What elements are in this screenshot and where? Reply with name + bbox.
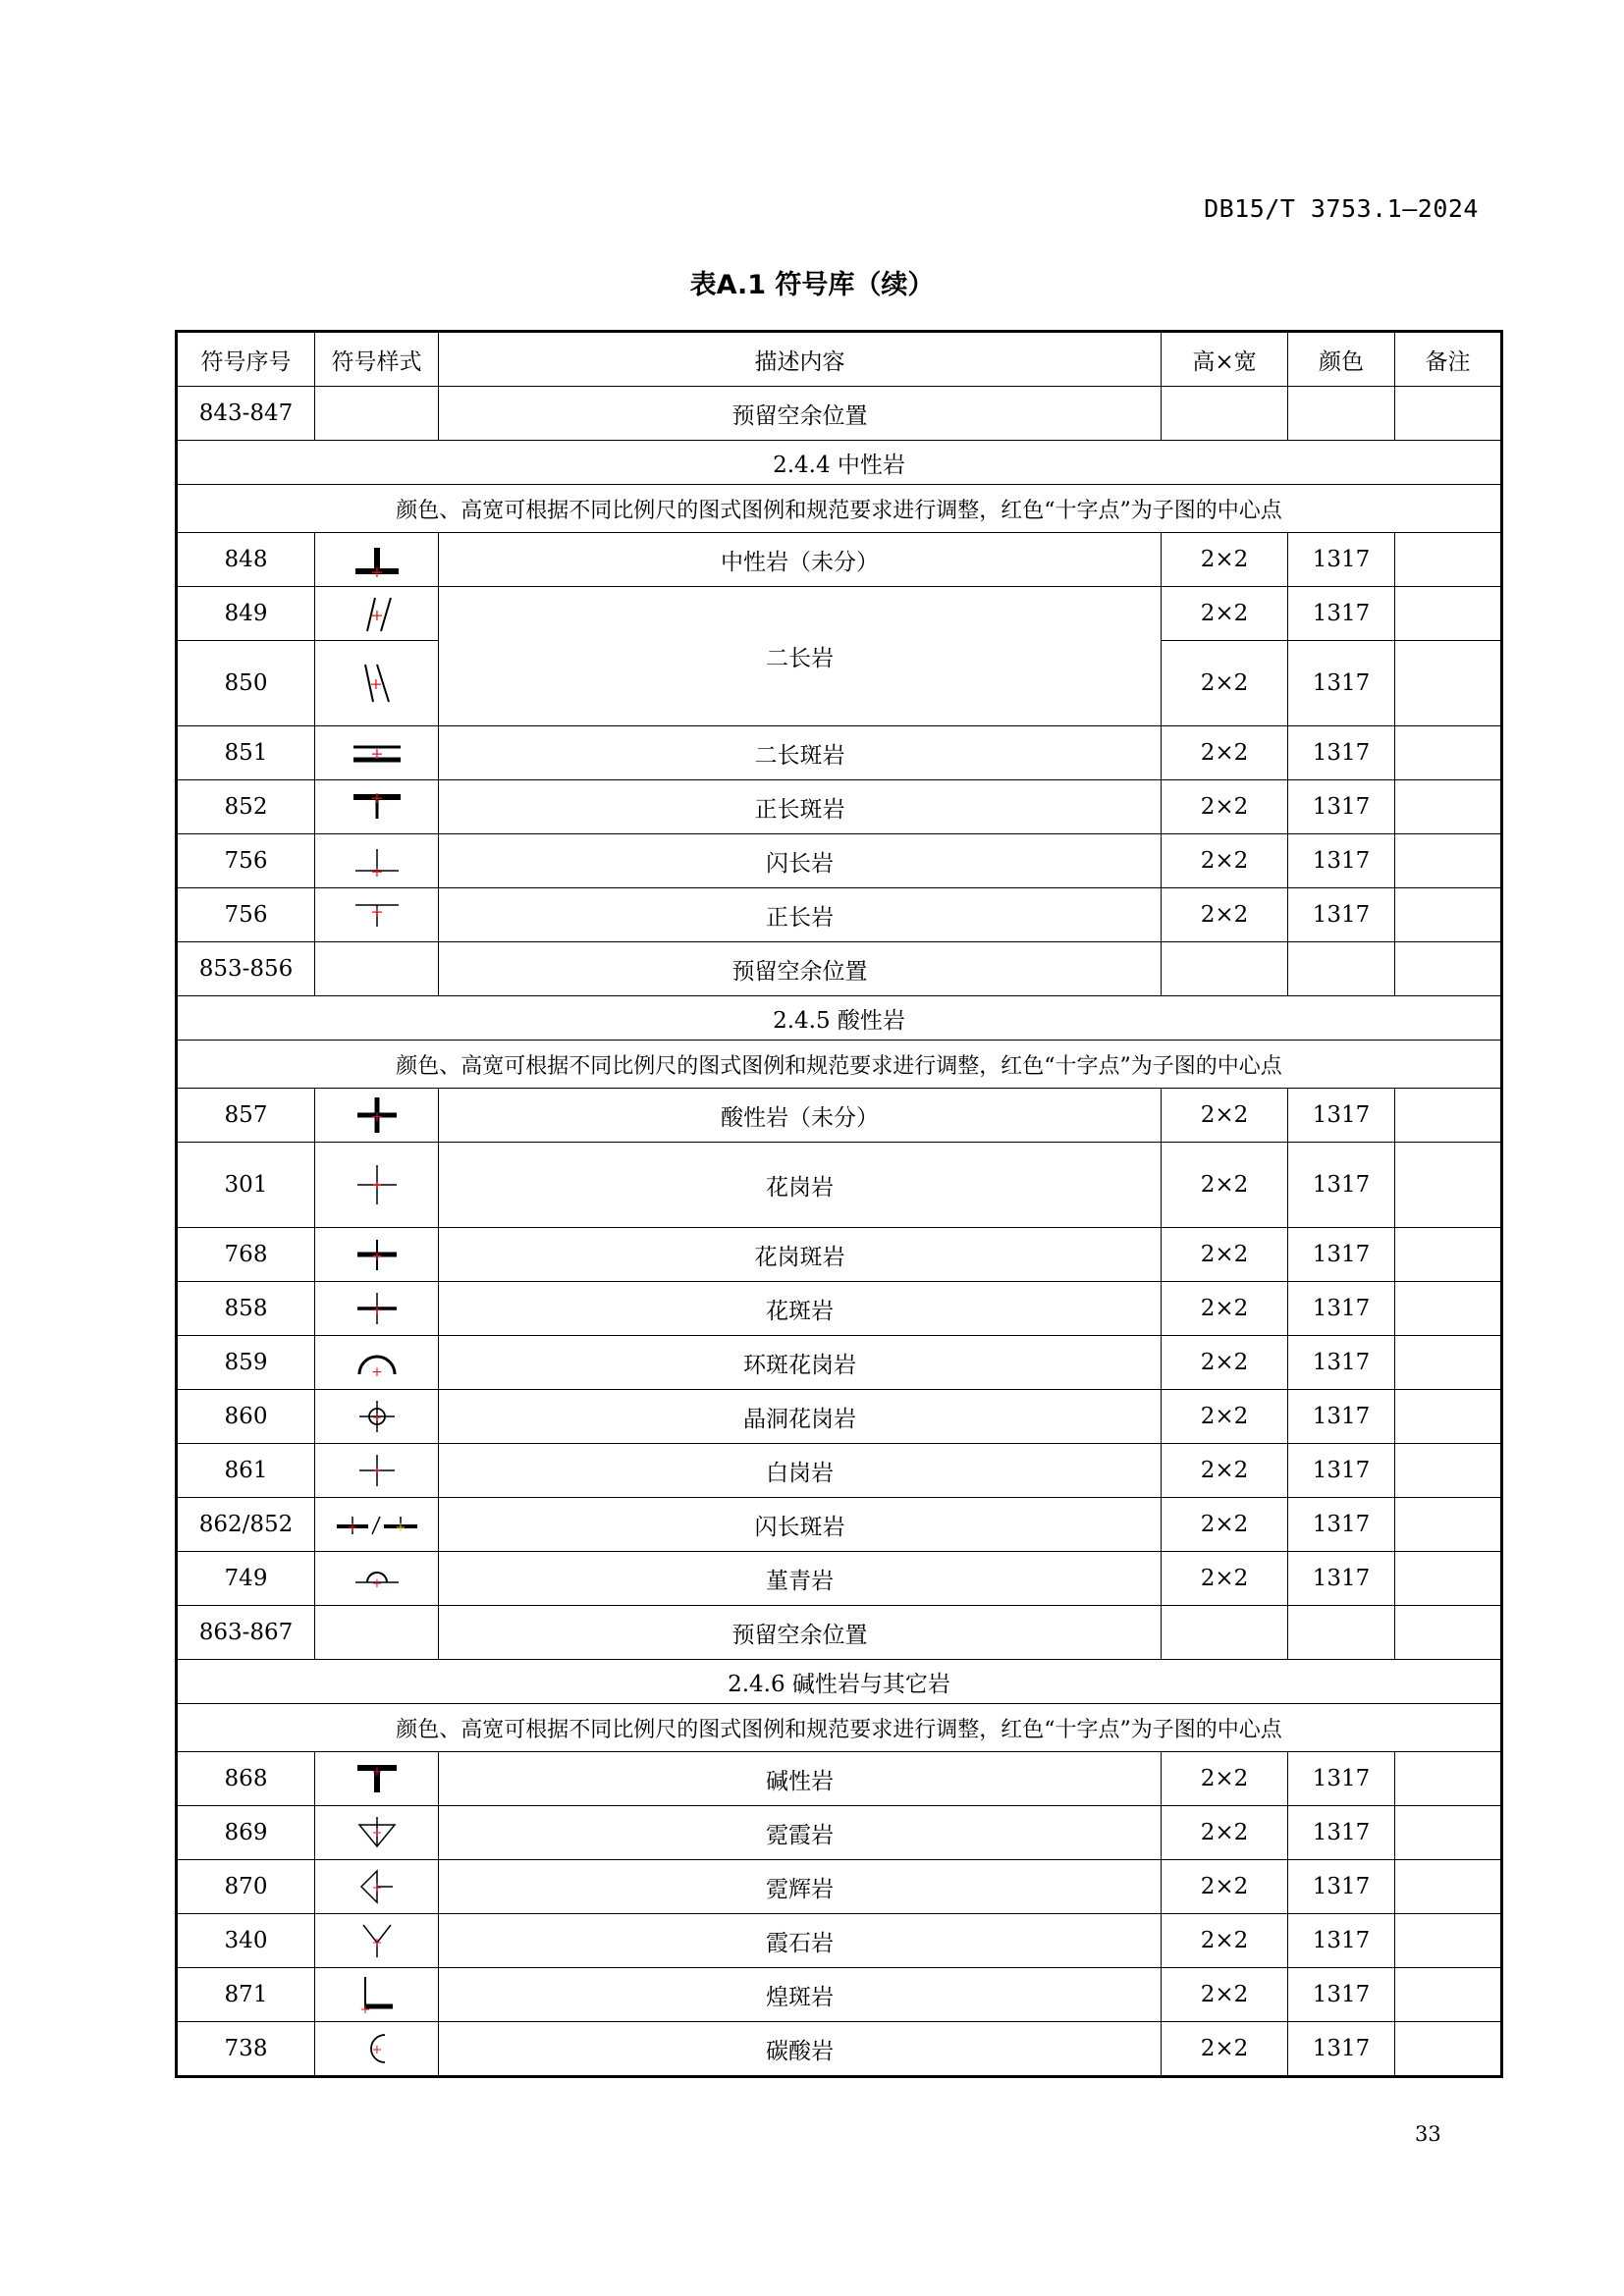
cross-thick-bar-icon: [348, 1235, 406, 1274]
circle-crosshair-icon: [348, 1397, 406, 1436]
table-row: [177, 533, 1502, 587]
symbol-number: 301: [177, 1143, 315, 1228]
symbol-style-cell: [315, 1860, 439, 1914]
description: 闪长岩: [439, 834, 1162, 888]
symbol-style-cell: [315, 1228, 439, 1282]
description: 碳酸岩: [439, 2022, 1162, 2077]
symbol-number: 860: [177, 1390, 315, 1444]
header-cell: 描述内容: [439, 332, 1162, 387]
svg-text:+: +: [368, 674, 383, 693]
svg-text:+: +: [369, 862, 384, 881]
color-code: 1317: [1288, 1806, 1395, 1860]
size: 2×2: [1162, 1444, 1288, 1498]
symbol-style-cell: [315, 1606, 439, 1660]
table-row: [177, 387, 1502, 441]
svg-text:+: +: [370, 1109, 383, 1125]
size: 2×2: [1162, 1968, 1288, 2022]
table-row: [177, 1860, 1502, 1914]
description: 白岗岩: [439, 1444, 1162, 1498]
svg-text:+: +: [395, 1521, 406, 1535]
table-header-row: [177, 332, 1502, 387]
size: 2×2: [1162, 1552, 1288, 1606]
size: 2×2: [1162, 834, 1288, 888]
symbol-style-cell: [315, 1089, 439, 1143]
header-cell: 符号样式: [315, 332, 439, 387]
svg-text:+: +: [347, 1521, 357, 1535]
symbol-number: 853-856: [177, 942, 315, 996]
header-cell: 符号序号: [177, 332, 315, 387]
table-row: [177, 1143, 1502, 1228]
document-code: DB15/T 3753.1—2024: [1204, 194, 1479, 223]
symbol-number: 848: [177, 533, 315, 587]
color-code: 1317: [1288, 1444, 1395, 1498]
size: 2×2: [1162, 1143, 1288, 1228]
size: 2×2: [1162, 2022, 1288, 2077]
size: 2×2: [1162, 1806, 1288, 1860]
color-code: 1317: [1288, 726, 1395, 780]
table-row: [177, 942, 1502, 996]
size: 2×2: [1162, 1498, 1288, 1552]
symbol-number: 851: [177, 726, 315, 780]
dual-symbol-icon: [333, 1505, 421, 1544]
semicircle-arc-icon: [348, 1343, 406, 1382]
symbol-style-cell: [315, 1498, 439, 1552]
header-cell: 高×宽: [1162, 332, 1288, 387]
symbol-style-cell: [315, 587, 439, 641]
description: 霞石岩: [439, 1914, 1162, 1968]
thick-cross-icon: [348, 1094, 406, 1137]
table-row: [177, 1282, 1502, 1336]
inverted-t-thin-icon: [348, 841, 406, 881]
color-code: 1317: [1288, 587, 1395, 641]
size: 2×2: [1162, 533, 1288, 587]
double-backslash-icon: [348, 659, 406, 708]
symbol-style-cell: [315, 387, 439, 441]
description: 煌斑岩: [439, 1968, 1162, 2022]
symbol-table: [175, 330, 1503, 2078]
description: 晶洞花岗岩: [439, 1390, 1162, 1444]
table-row: [177, 587, 1502, 641]
symbol-number: 756: [177, 834, 315, 888]
symbol-number: 749: [177, 1552, 315, 1606]
symbol-style-cell: [315, 1143, 439, 1228]
svg-text:+: +: [371, 1765, 382, 1780]
symbol-number: 862/852: [177, 1498, 315, 1552]
section-note: 颜色、高宽可根据不同比例尺的图式图例和规范要求进行调整，红色“十字点”为子图的中心点: [177, 1041, 1502, 1089]
table-row: [177, 1336, 1502, 1390]
triangle-cross-icon: [348, 1813, 406, 1852]
size: 2×2: [1162, 1752, 1288, 1806]
symbol-style-cell: [315, 1752, 439, 1806]
section-title: 2.4.5 酸性岩: [177, 996, 1502, 1041]
symbol-number: 843-847: [177, 387, 315, 441]
section-heading-row: [177, 1660, 1502, 1704]
color-code: 1317: [1288, 1089, 1395, 1143]
color-code: 1317: [1288, 1282, 1395, 1336]
symbol-style-cell: [315, 1552, 439, 1606]
description: 二长岩: [439, 587, 1162, 726]
symbol-style-cell: [315, 1444, 439, 1498]
symbol-style-cell: [315, 641, 439, 726]
double-bar-icon: [348, 733, 406, 773]
symbol-number: 857: [177, 1089, 315, 1143]
section-heading-row: [177, 996, 1502, 1041]
thin-cross-icon: [348, 1160, 406, 1209]
symbol-number: 870: [177, 1860, 315, 1914]
svg-text:+: +: [370, 1303, 383, 1318]
color-code: 1317: [1288, 2022, 1395, 2077]
inverted-t-thick-icon: [348, 540, 406, 579]
table-row: [177, 834, 1502, 888]
symbol-style-cell: [315, 1336, 439, 1390]
svg-text:+: +: [369, 606, 384, 624]
table-row: [177, 780, 1502, 834]
color-code: 1317: [1288, 1968, 1395, 2022]
symbol-number: 852: [177, 780, 315, 834]
symbol-number: 868: [177, 1752, 315, 1806]
size: 2×2: [1162, 1390, 1288, 1444]
description: 中性岩（未分）: [439, 533, 1162, 587]
cross-medium-icon: [348, 1289, 406, 1328]
table-row: [177, 1752, 1502, 1806]
symbol-number: 859: [177, 1336, 315, 1390]
svg-text:+: +: [371, 1826, 382, 1841]
color-code: 1317: [1288, 1228, 1395, 1282]
description: 花斑岩: [439, 1282, 1162, 1336]
symbol-number: 863-867: [177, 1606, 315, 1660]
symbol-style-cell: [315, 888, 439, 942]
description: 预留空余位置: [439, 942, 1162, 996]
svg-text:+: +: [371, 1576, 382, 1591]
color-code: 1317: [1288, 834, 1395, 888]
symbol-style-cell: [315, 1390, 439, 1444]
size: 2×2: [1162, 1228, 1288, 1282]
header-cell: 备注: [1395, 332, 1502, 387]
color-code: 1317: [1288, 1752, 1395, 1806]
table-title: 表A.1 符号库（续）: [689, 270, 935, 300]
half-triangle-icon: [348, 1867, 406, 1906]
table-row: [177, 1914, 1502, 1968]
description: 碱性岩: [439, 1752, 1162, 1806]
table-row: [177, 1444, 1502, 1498]
color-code: 1317: [1288, 1143, 1395, 1228]
size: 2×2: [1162, 726, 1288, 780]
table-row: [177, 2022, 1502, 2077]
symbol-style-cell: [315, 1914, 439, 1968]
description: 环斑花岗岩: [439, 1336, 1162, 1390]
description: 花岗斑岩: [439, 1228, 1162, 1282]
table-row: [177, 1552, 1502, 1606]
t-thin-icon: [348, 895, 406, 934]
table-row: [177, 1968, 1502, 2022]
svg-text:+: +: [369, 562, 384, 579]
table-row: [177, 1089, 1502, 1143]
y-shape-icon: [348, 1921, 406, 1960]
description: 二长斑岩: [439, 726, 1162, 780]
svg-text:+: +: [371, 2043, 382, 2057]
symbol-number: 738: [177, 2022, 315, 2077]
table-row: [177, 1606, 1502, 1660]
symbol-number: 768: [177, 1228, 315, 1282]
t-bold-icon: [348, 1759, 406, 1798]
section-note-row: [177, 485, 1502, 533]
description: 堇青岩: [439, 1552, 1162, 1606]
symbol-number: 871: [177, 1968, 315, 2022]
description: 预留空余位置: [439, 387, 1162, 441]
svg-text:+: +: [371, 1411, 382, 1425]
symbol-style-cell: [315, 533, 439, 587]
color-code: 1317: [1288, 1498, 1395, 1552]
table-row: [177, 726, 1502, 780]
size: 2×2: [1162, 1860, 1288, 1914]
t-thick-icon: [348, 787, 406, 827]
svg-text:+: +: [359, 2002, 370, 2016]
table-row: [177, 888, 1502, 942]
description: 正长斑岩: [439, 780, 1162, 834]
symbol-style-cell: [315, 780, 439, 834]
color-code: 1317: [1288, 1860, 1395, 1914]
symbol-style-cell: [315, 834, 439, 888]
symbol-style-cell: [315, 1968, 439, 2022]
table-row: [177, 1228, 1502, 1282]
symbol-style-cell: [315, 2022, 439, 2077]
section-note-row: [177, 1041, 1502, 1089]
svg-text:+: +: [370, 1364, 383, 1380]
color-code: 1317: [1288, 1390, 1395, 1444]
description: 霓辉岩: [439, 1860, 1162, 1914]
table-row: [177, 1806, 1502, 1860]
description: 花岗岩: [439, 1143, 1162, 1228]
svg-text:+: +: [371, 1936, 382, 1950]
section-title: 2.4.6 碱性岩与其它岩: [177, 1660, 1502, 1704]
arc-on-line-icon: [348, 1559, 406, 1598]
size: 2×2: [1162, 1336, 1288, 1390]
header-cell: 颜色: [1288, 332, 1395, 387]
section-note: 颜色、高宽可根据不同比例尺的图式图例和规范要求进行调整，红色“十字点”为子图的中心点: [177, 485, 1502, 533]
double-slash-icon: [348, 592, 406, 635]
svg-text:+: +: [369, 744, 384, 763]
symbol-number: 849: [177, 587, 315, 641]
symbol-number: 861: [177, 1444, 315, 1498]
symbol-number: 756: [177, 888, 315, 942]
description: 闪长斑岩: [439, 1498, 1162, 1552]
thin-cross-small-icon: [348, 1451, 406, 1490]
svg-text:+: +: [370, 1249, 383, 1264]
symbol-number: 869: [177, 1806, 315, 1860]
l-shape-icon: [348, 1973, 406, 2016]
size: 2×2: [1162, 780, 1288, 834]
color-code: 1317: [1288, 1336, 1395, 1390]
color-code: 1317: [1288, 1552, 1395, 1606]
description: 预留空余位置: [439, 1606, 1162, 1660]
table-row: [177, 1498, 1502, 1552]
description: 正长岩: [439, 888, 1162, 942]
svg-text:+: +: [369, 788, 384, 807]
size: 2×2: [1162, 1089, 1288, 1143]
c-arc-icon: [348, 2027, 406, 2070]
color-code: 1317: [1288, 888, 1395, 942]
description: 酸性岩（未分）: [439, 1089, 1162, 1143]
table-row: [177, 1390, 1502, 1444]
svg-text:+: +: [369, 902, 384, 921]
symbol-number: 340: [177, 1914, 315, 1968]
color-code: 1317: [1288, 533, 1395, 587]
symbol-style-cell: [315, 942, 439, 996]
size: 2×2: [1162, 1914, 1288, 1968]
size: 2×2: [1162, 1282, 1288, 1336]
color-code: 1317: [1288, 1914, 1395, 1968]
svg-text:+: +: [371, 1881, 382, 1896]
size: 2×2: [1162, 587, 1288, 641]
section-note-row: [177, 1704, 1502, 1752]
color-code: 1317: [1288, 641, 1395, 726]
symbol-style-cell: [315, 726, 439, 780]
symbol-style-cell: [315, 1806, 439, 1860]
section-heading-row: [177, 441, 1502, 485]
symbol-number: 858: [177, 1282, 315, 1336]
section-note: 颜色、高宽可根据不同比例尺的图式图例和规范要求进行调整，红色“十字点”为子图的中心点: [177, 1704, 1502, 1752]
size: 2×2: [1162, 641, 1288, 726]
section-title: 2.4.4 中性岩: [177, 441, 1502, 485]
symbol-number: 850: [177, 641, 315, 726]
size: 2×2: [1162, 888, 1288, 942]
symbol-style-cell: [315, 1282, 439, 1336]
color-code: 1317: [1288, 780, 1395, 834]
page-number: 33: [1415, 2122, 1441, 2146]
description: 霓霞岩: [439, 1806, 1162, 1860]
